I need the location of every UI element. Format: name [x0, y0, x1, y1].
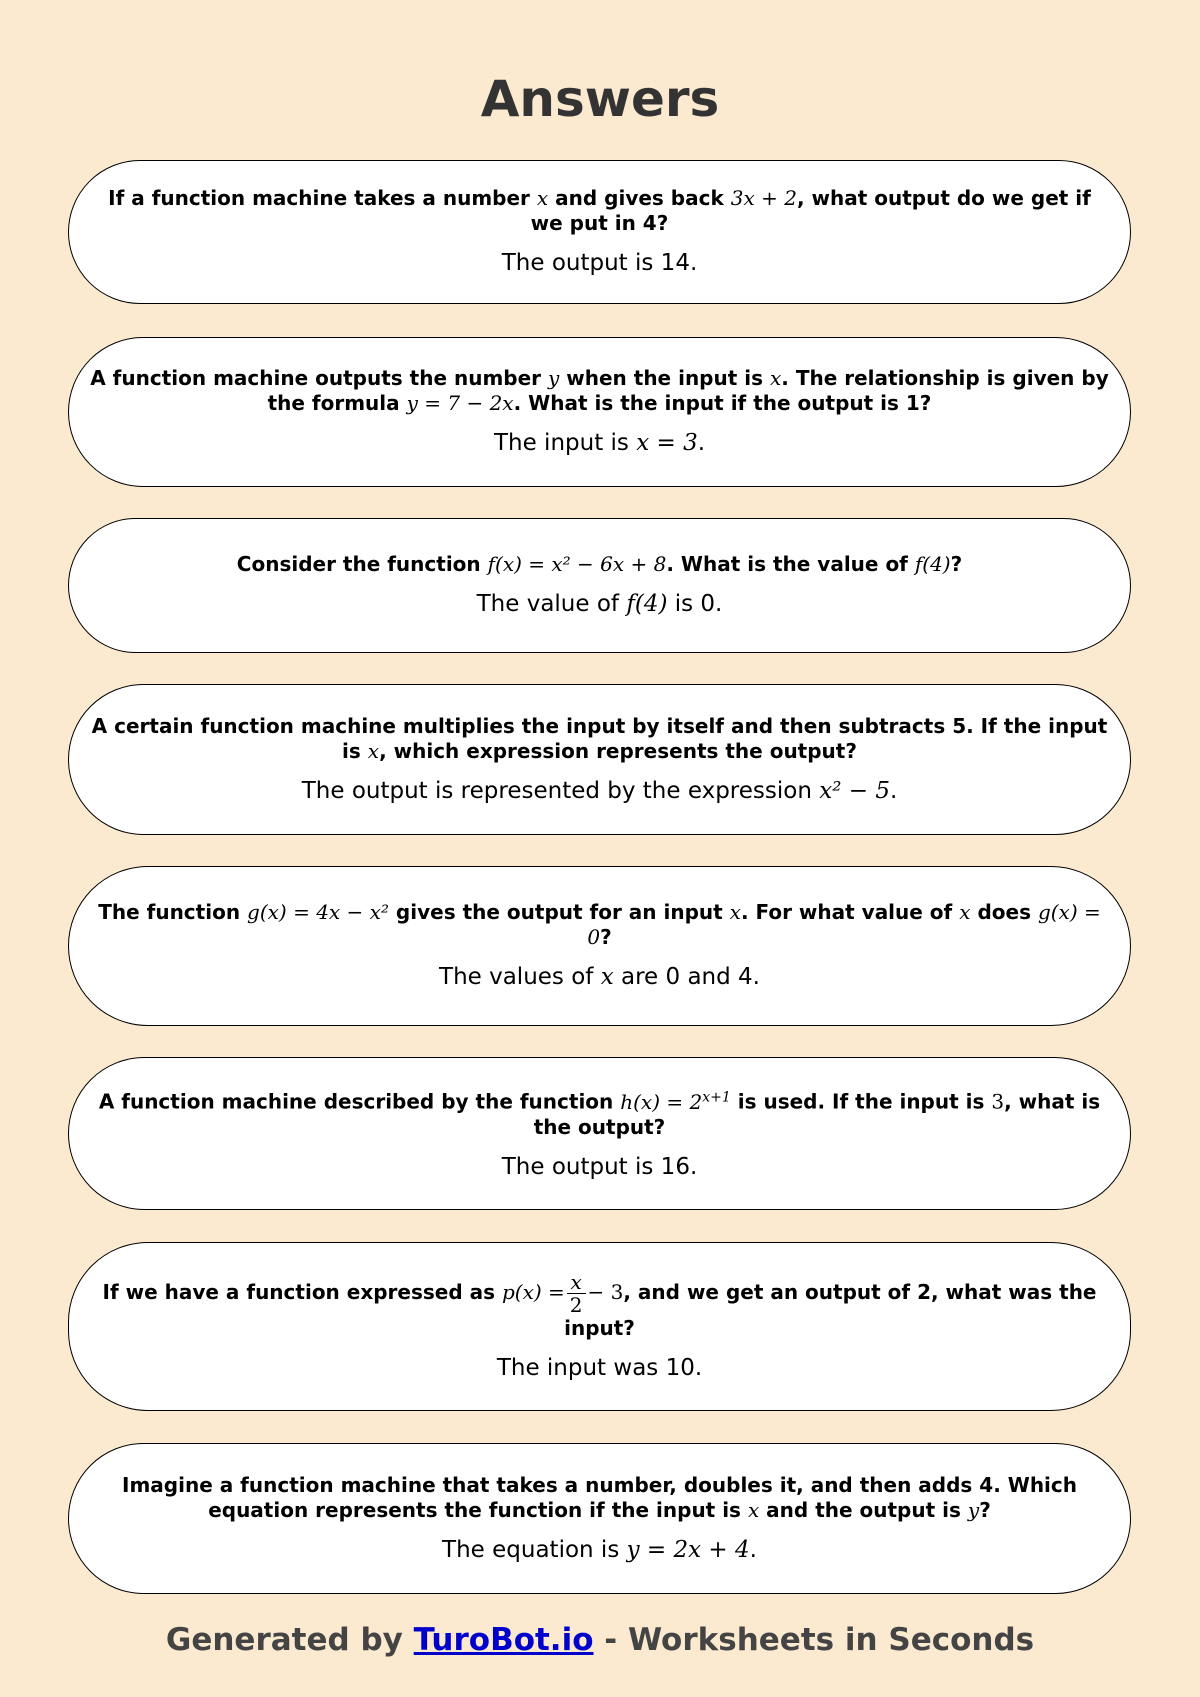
math-expression: y = 7 − 2x — [406, 391, 514, 415]
math-expression: x² − 5 — [819, 777, 890, 804]
math-expression: x — [747, 1497, 760, 1522]
math-expression: f(x) = x² − 6x + 8 — [487, 552, 667, 576]
math-expression: 3x + 2 — [730, 186, 797, 210]
footer-prefix: Generated by — [165, 1622, 414, 1658]
answer-text: The output is 16. — [501, 1153, 698, 1180]
question-text: Consider the function f(x) = x² − 6x + 8. What is the value of f(4)? — [236, 552, 963, 576]
question-text: A function machine outputs the number y when the input is x. The relationship is given by the formula y = 7 − 2x. What is the input if the output is 1? — [90, 366, 1109, 415]
question-text: The function g(x) = 4x − x² gives the output for an input x. For what value of x does g(x) = 0? — [98, 900, 1101, 949]
answer-card-7 — [68, 1242, 1131, 1411]
answer-text: The output is represented by the expression x² − 5. — [301, 777, 898, 804]
math-expression: x — [536, 186, 549, 210]
question-text: Imagine a function machine that takes a number, doubles it, and then adds 4. Which equation represents the function if the input is x and the output is y? — [122, 1472, 1077, 1522]
answer-card-2 — [68, 337, 1131, 487]
math-expression: − 3 — [587, 1279, 624, 1304]
math-expression: g(x) = 4x − x² — [247, 900, 389, 924]
math-expression: $h(x) = 2^{x+1}$ — [620, 1089, 731, 1114]
math-expression: x — [769, 366, 782, 390]
answer-card-1 — [68, 160, 1131, 304]
math-expression: x = 3 — [636, 430, 698, 456]
math-expression: 3 — [991, 1089, 1005, 1114]
math-expression: x — [367, 738, 380, 763]
answer-text: The output is 14. — [501, 250, 698, 276]
turobot-link[interactable]: TuroBot.io — [413, 1622, 594, 1658]
answer-card-3 — [68, 518, 1131, 653]
question-text: If we have a function expressed as p(x) = $\frac{x}{2}$ − 3, and we get an output of 2, what was the input? — [102, 1269, 1097, 1340]
question-text: If a function machine takes a number x and gives back 3x + 2, what output do we get if we put in 4? — [108, 186, 1091, 235]
answer-card-5 — [68, 866, 1131, 1026]
page-title: Answers — [480, 70, 720, 128]
math-expression: x — [729, 900, 741, 924]
answer-text: The input was 10. — [496, 1354, 703, 1381]
answer-text: The equation is y = 2x + 4. — [442, 1536, 757, 1563]
answer-card-8 — [68, 1443, 1131, 1594]
math-expression: y = 2x + 4 — [626, 1536, 750, 1563]
question-text: A certain function machine multiplies the input by itself and then subtracts 5. If the input is x, which expression represents the output? — [91, 713, 1108, 763]
math-expression: x — [959, 900, 971, 924]
fraction: $\frac{x}{2}$ — [567, 1271, 586, 1316]
footer — [0, 1615, 1200, 1665]
math-expression: y — [967, 1497, 980, 1522]
answer-text: The values of x are 0 and 4. — [439, 964, 760, 990]
math-expression: g(x) = 0 — [587, 900, 1101, 949]
math-expression: p(x) = — [501, 1279, 565, 1304]
math-expression: y — [548, 366, 560, 390]
answer-text: The input is x = 3. — [493, 430, 706, 456]
footer-suffix: - Worksheets in Seconds — [593, 1622, 1035, 1658]
answer-text: The value of f(4) is 0. — [476, 591, 723, 617]
math-expression: f(4) — [626, 591, 668, 617]
question-text: A function machine described by the function $h(x) = 2^{x+1}$ is used. If the input is 3, what is the output? — [98, 1089, 1101, 1139]
math-expression: x — [600, 964, 614, 990]
answer-card-6 — [68, 1057, 1131, 1210]
answer-card-4 — [68, 684, 1131, 835]
math-expression: f(4) — [914, 552, 951, 576]
